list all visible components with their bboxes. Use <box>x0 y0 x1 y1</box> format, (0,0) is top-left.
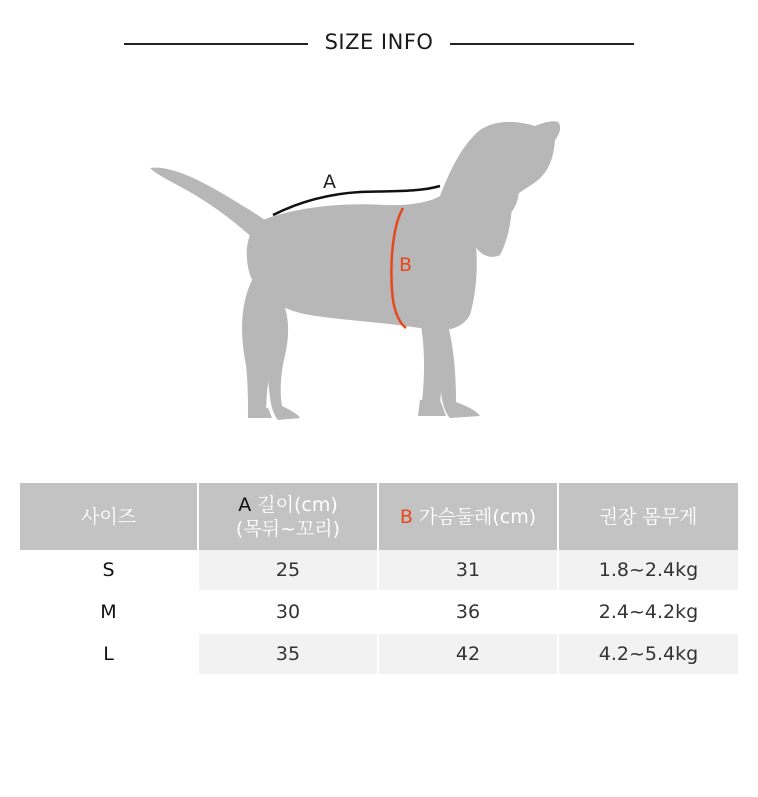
table-row <box>20 550 738 592</box>
size-info-header <box>0 26 758 62</box>
header-length-mark: A <box>238 493 252 516</box>
cell-length: 35 <box>199 634 379 676</box>
cell-chest: 42 <box>379 634 559 676</box>
dog-measurement-diagram <box>140 110 580 440</box>
title-divider-right <box>450 43 634 45</box>
cell-size: M <box>20 592 199 634</box>
cell-weight: 1.8~2.4kg <box>559 550 738 592</box>
title-divider-left <box>124 43 308 45</box>
header-length-sub: (목뒤~꼬리) <box>235 517 341 540</box>
cell-weight: 2.4~4.2kg <box>559 592 738 634</box>
chest-label-b: B <box>399 254 413 276</box>
cell-chest: 36 <box>379 592 559 634</box>
cell-weight: 4.2~5.4kg <box>559 634 738 676</box>
cell-length: 25 <box>199 550 379 592</box>
table-row <box>20 634 738 676</box>
table-row <box>20 592 738 634</box>
header-chest-label: 가슴둘레(cm) <box>412 505 537 528</box>
cell-size: S <box>20 550 199 592</box>
cell-length: 30 <box>199 592 379 634</box>
header-weight: 권장 몸무게 <box>559 483 738 550</box>
header-size: 사이즈 <box>20 483 199 550</box>
cell-size: L <box>20 634 199 676</box>
page-title: SIZE INFO <box>324 30 434 54</box>
header-chest <box>379 483 559 550</box>
cell-chest: 31 <box>379 550 559 592</box>
table-header-row <box>20 483 738 550</box>
dog-silhouette-icon <box>140 110 580 440</box>
header-length-label: 길이(cm) <box>251 493 338 516</box>
size-table <box>20 483 738 676</box>
length-label-a: A <box>323 171 336 193</box>
header-length <box>199 483 379 550</box>
header-chest-mark: B <box>399 505 413 528</box>
